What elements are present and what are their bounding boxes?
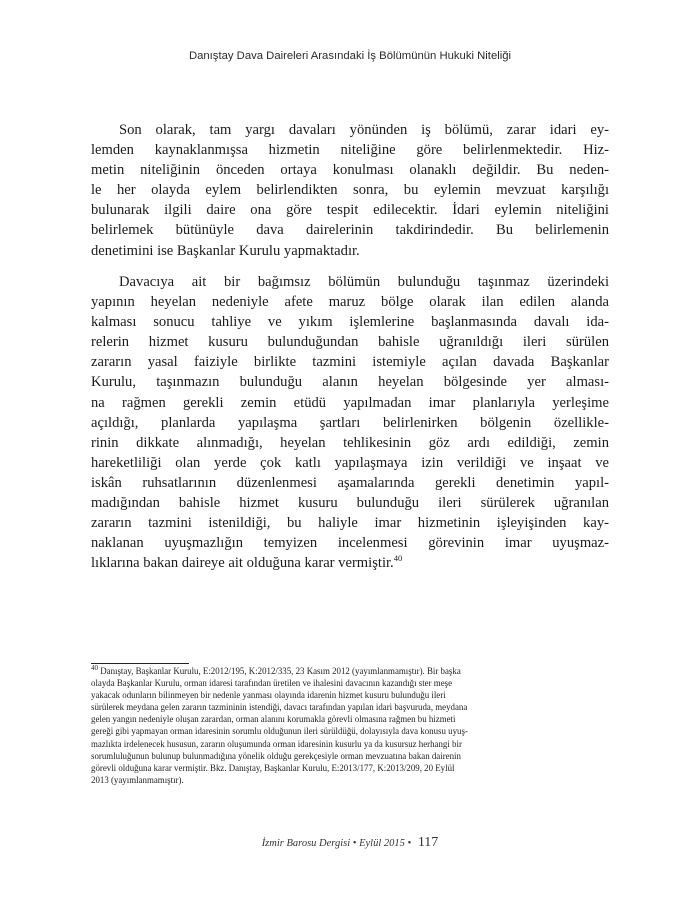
text-line: na rağmen gerekli zemin etüdü yapılmadan imar planlarıyla yerleşime (91, 394, 609, 411)
text-line: denetimini ise Başkanlar Kurulu yapmaktadır. (91, 242, 360, 259)
text-line: iskân ruhsatlarının düzenlenmesi aşamalarında gerekli denetimin yapıl- (91, 474, 609, 491)
running-title: Danıştay Dava Daireleri Arasındaki İş Bölümünün Hukuki Niteliği (188, 50, 512, 62)
text-line: açıldığı, planlarda yapılaşma şartları belirlenirken bölgenin özellikle- (91, 414, 609, 431)
text-line: belirlemek bütünüyle dava dairelerinin takdirindedir. Bu belirlemenin (91, 222, 609, 239)
text-line: bulunarak ilgili daire ona göre tespit edilecektir. İdari eylemin niteliğini (91, 202, 609, 219)
page-number: 117 (417, 835, 439, 850)
text-line: Davacıya ait bir bağımsız bölümün bulunduğu taşınmaz üzerindeki (119, 274, 609, 290)
text-line: le her olayda eylem belirlendikten sonra, bu eylemin mevzuat karşılığı (91, 182, 609, 199)
footnote-line: 2013 (yayımlanmamıştır). (91, 774, 184, 785)
page-footer (0, 835, 700, 851)
text-line-content: lıklarına bakan daireye ait olduğuna karar vermiştir. (91, 555, 394, 572)
footnote-line: sorumluluğunun bulunup bulunmadığına yönelik olduğu gerekçesiyle orman mevzuatına bakan dairenin (91, 750, 461, 761)
footnote-line: gereği gibi yapmayan orman idaresinin sorumlu olduğunun ileri sürüldüğü, dolayısıyla dava konusu uyuş- (91, 726, 468, 737)
text-line: hareketliliği olan yerde çok katlı yapılaşmaya izin verildiği ve inşaat ve (91, 454, 609, 471)
footnote-line: olayda Başkanlar Kurulu, orman idaresi tarafından üretilen ve ihalesini davacının kazandığı ster meşe (91, 678, 453, 689)
text-line: yapının heyelan nedeniyle afete maruz bölge olarak ilan edilen alanda (91, 294, 609, 311)
text-line: metin niteliğinin önceden ortaya konulması olanaklı değildir. Bu neden- (91, 162, 609, 179)
footnote-line: mazlıkta irdelenecek hususun, zararın oluşumunda orman idaresinin kusurlu ya da kusursuz herhangi bir (91, 738, 462, 749)
footnote-line-text: Danıştay, Başkanlar Kurulu, E:2012/195, K:2012/335, 23 Kasım 2012 (yayımlanmamıştır). Bir başka (98, 666, 461, 676)
text-line: rinin dikkate alınmadığı, heyelan tehlikesinin göz ardı edildiği, zemin (91, 434, 609, 451)
text-line: kalması sonucu tahliye ve yıkım işlemlerine başlanmasında davalı ida- (91, 314, 609, 331)
footnote-line: yakacak odunların bilinmeyen bir nedenle yanması olayında idarenin hizmet kusuru bulunduğu ileri (91, 690, 446, 701)
paragraph-1 (91, 120, 609, 261)
running-header (0, 50, 700, 62)
footnote-line: sürülerek meydana gelen zararın tazmininin istendiği, davacı tarafından yapılan idari başvuruda, meydana (91, 702, 468, 713)
text-line-last (91, 553, 609, 573)
footnote-number: 40 (91, 664, 98, 673)
paragraph-2 (91, 272, 609, 573)
journal-name: İzmir Barosu Dergisi • Eylül 2015 • (261, 838, 412, 849)
footnote-divider (91, 663, 189, 664)
text-line: Kurulu, taşınmazın bulunduğu alanın heyelan bölgesinde yer alması- (91, 374, 609, 391)
text-line: relerin hizmet kusuru bulunduğundan bahisle uğranıldığı ileri sürülen (91, 334, 609, 351)
text-line: zararın tazmini istenildiği, bu haliyle imar hizmetinin işleyişinden kay- (91, 515, 609, 532)
footnote-40 (91, 665, 609, 786)
text-line: Son olarak, tam yargı davaları yönünden iş bölümü, zarar idari ey- (119, 122, 609, 138)
text-line: madığından bahisle hizmet kusuru bulunduğu ileri sürülerek uğranılan (91, 495, 609, 512)
footnote-line: görevli olduğuna karar vermiştir. Bkz. Danıştay, Başkanlar Kurulu, E:2013/177, K:2013/209, 20 Eylül (91, 762, 455, 773)
footnote-line: gelen yangın nedeniyle oluşan zarardan, orman alanını korumakla görevli olmasına rağmen bu hizmeti (91, 714, 456, 725)
text-line: zararın yasal faiziyle birlikte tazmini istemiyle açılan davada Başkanlar (91, 354, 609, 371)
text-line: lemden kaynaklanmışsa hizmetin niteliğine göre belirlenmektedir. Hiz- (91, 142, 609, 159)
footnote-reference[interactable]: 40 (393, 553, 403, 564)
text-line: naklanan uyuşmazlığın temyizen incelenmesi görevinin imar uyuşmaz- (91, 535, 609, 552)
footnote-line (91, 665, 609, 677)
